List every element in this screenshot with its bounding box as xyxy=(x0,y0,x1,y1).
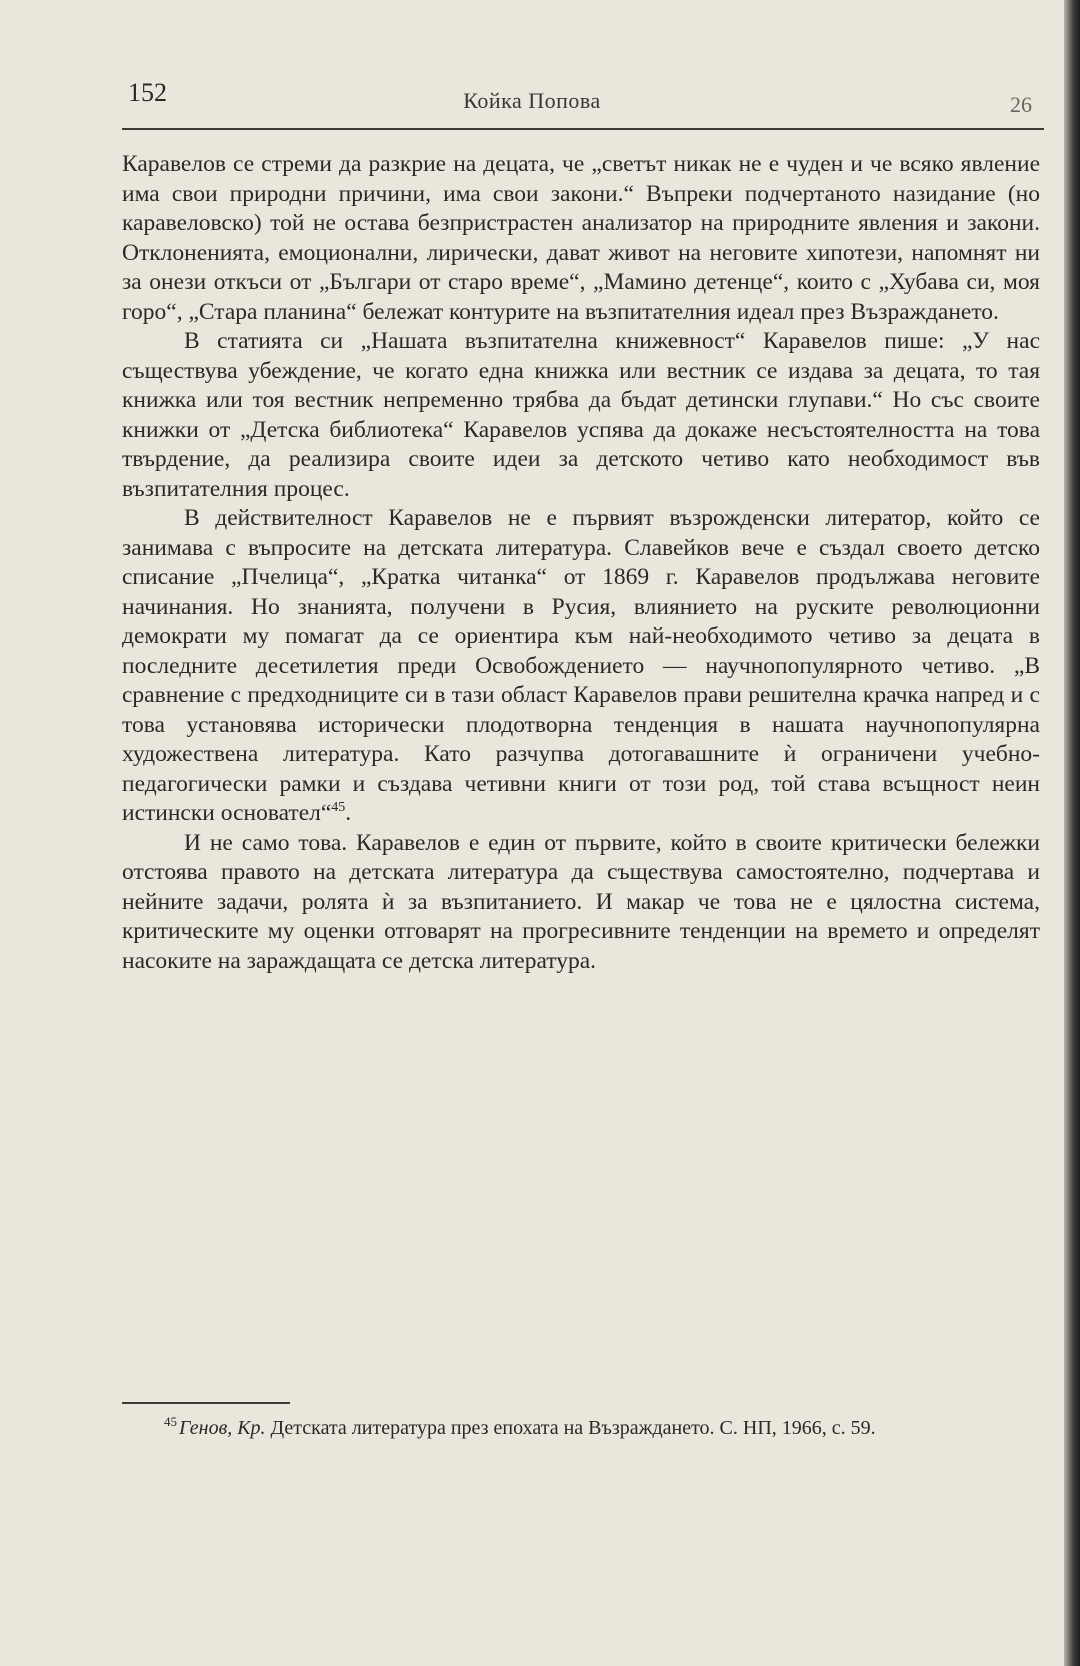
page-number: 152 xyxy=(128,78,167,107)
book-spine-shadow xyxy=(1064,0,1080,1666)
footnote-rule xyxy=(122,1402,290,1404)
sheet-number: 26 xyxy=(1010,92,1032,117)
page-header xyxy=(0,70,1064,130)
footnote-number: 45 xyxy=(164,1414,177,1430)
header-rule xyxy=(122,128,1044,130)
paragraph-3-text: В действителност Каравелов не е първият възрожденски литератор, който се занимава с въпросите на детската литература. Славейков вече е създал своето детско списание „Пчелица“, „Кратка читанка“ от 1869 г. Каравелов продължава неговите начинания. Но знанията, получени в Русия, влиянието на руските революционни демократи му помагат да се ориентира към най-необходимото четиво за децата в последните десетилетия преди Освобождението — научнопопулярното четиво. „В сравнение с предходниците си в тази област Каравелов прави решителна крачка напред и с това установява исторически плодотворна тенденция в нашата научнопопулярна художествена литература. Като разчупва дотогавашните ѝ ограничени учебно-педагогически рамки и създава четивни книги от този род, той става всъщност неин истински основател“ xyxy=(122,505,1040,826)
paragraph-4: И не само това. Каравелов е един от първите, който в своите критически бележки отстоява правото на детската литература да съществува самостоятелно, подчертава и нейните задачи, ролята ѝ за възпитанието. И макар че това не е цялостна система, критическите му оценки отговарят на прогресивните тенденции на времето и определят насоките на зараждащата се детска литература. xyxy=(122,829,1040,974)
footnote-author: Генов, Кр. xyxy=(179,1417,266,1439)
paragraph-3-end: . xyxy=(345,800,352,826)
paragraph-1: Каравелов се стреми да разкрие на децата, че „светът никак не е чуден и че всяко явление има свои природни причини, има свои закони.“ Въпреки подчертаното назидание (но каравеловско) той не остава безпристрастен анализатор на природните явления и закони. Отклоненията, емоционални, лирически, дават живот на неговите хипотези, напомнят ни за онези откъси от „Българи от старо време“, „Мамино детенце“, които с „Хубава си, моя горо“, „Стара планина“ бележат контурите на възпитателния идеал през Възраждането. xyxy=(122,151,1040,325)
paragraph-3 xyxy=(122,504,1040,829)
footnote-text: Детската литература през епохата на Възраждането. С. НП, 1966, с. 59. xyxy=(265,1417,876,1439)
footnote xyxy=(122,1416,1040,1440)
footnote-reference: 45 xyxy=(331,800,346,816)
paragraph-2: В статията си „Нашата възпитателна книжевност“ Каравелов пише: „У нас съществува убеждение, че когато една книжка или вестник се издава за децата, то тая книжка или тоя вестник непременно трябва да бъдат детински глупави.“ Но със своите книжки от „Детска библиотека“ Каравелов успява да докаже несъстоятелността на това твърдение, да реализира своите идеи за детското четиво като необходимост във възпитателния процес. xyxy=(122,328,1040,502)
body-text xyxy=(122,150,1040,976)
running-head: Койка Попова xyxy=(463,88,601,113)
